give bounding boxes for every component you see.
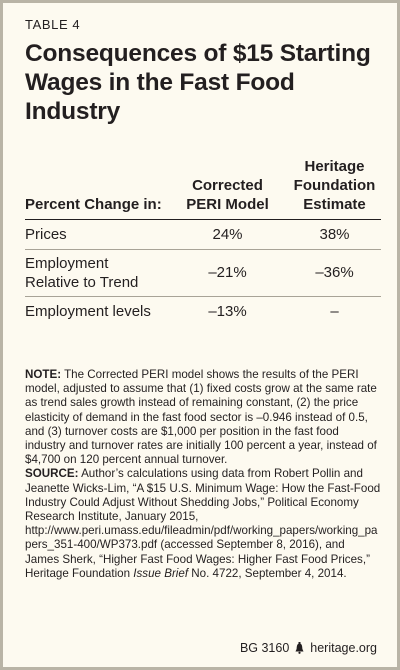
source-italic: Issue Brief [133,566,189,580]
note-text: The Corrected PERI model shows the results of the PERI model, adjusted to assume that (1) fixed costs grow at the same rate as trend sales growth instead of remaining constant, (2) the price elasticity of demand in the fast food sector is –0.946 instead of 0.5, and (3) turnover costs are $1,000 per position in the fast food industry and turnover rates are initially 100 percent a year, instead of $4,700 on 120 percent annual turnover. [25,368,377,467]
column-header-percent-change: Percent Change in: [25,196,162,213]
notes-block [25,368,381,581]
source-text-end: No. 4722, September 4, 2014. [188,566,347,580]
row-label: Employment levels [25,303,151,320]
site-link[interactable]: heritage.org [310,641,377,655]
data-table [25,155,381,326]
row-label: Employment Relative to Trend [25,255,139,291]
note-label: NOTE: [25,368,62,381]
heritage-value: –36% [315,264,354,281]
table-header [25,155,381,220]
heritage-value: – [330,303,339,320]
column-header-peri: Corrected PERI Model [186,177,269,213]
peri-value: 24% [212,226,243,243]
peri-value: –21% [208,264,247,281]
heritage-value: 38% [319,226,350,243]
source-label: SOURCE: [25,467,79,481]
table-title: Consequences of $15 Starting Wages in the Fast Food Industry [25,40,371,125]
peri-value: –13% [208,303,247,320]
liberty-bell-icon [295,642,304,654]
table-row [25,220,381,250]
column-header-heritage: Heritage Foundation Estimate [293,158,376,213]
note-paragraph [25,368,381,467]
table-row [25,250,381,297]
footer [240,641,377,655]
row-label: Prices [25,226,67,243]
source-text: Author’s calculations using data from Robert Pollin and Jeanette Wicks-Lim, “A $15 U.S. Minimum Wage: How the Fast-Food Industry Could Adjust Without Shedding Jobs,” Political Economy Research Institute, January 2015, http://www.peri.umass.edu/fileadmin/pdf/working_papers/working_papers_351-400/WP373.pdf (accessed September 8, 2016), and James Sherk, “Higher Fast Food Wages: Higher Fast Food Prices,” Heritage Foundation [25,467,381,580]
table-row [25,297,381,326]
source-paragraph [25,467,381,581]
report-code: BG 3160 [239,641,290,655]
table-label: TABLE 4 [25,17,81,32]
